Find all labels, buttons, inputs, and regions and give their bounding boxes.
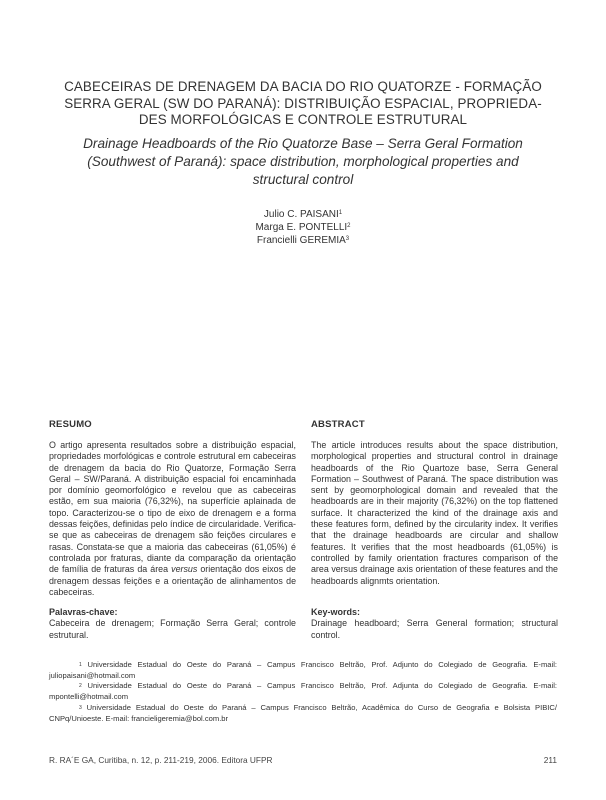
author-name: Julio C. PAISANI [263, 209, 339, 220]
title-en-line: (Southwest of Paraná): space distribution, morphological properties and [87, 154, 519, 169]
abstract-text: The article introduces results about the space distribution, morphological properties and structural control in drainage headboards of the Rio Quartoze base, Serra General Formation – Southwest of Paraná. The space distribution was sent by geomorphological domain and revealed that the headboards are in their majority (76,32%) on the top flattened surface. It characterized the kind of the drainage axis and these features form, defined by the circularity index. It verifies that the drainage headboards are circular and shallow features. It verifies that the most headboards (61,05%) is controlled by family orientation fractures comparison of the area versus drainage axis orientation of these features and the headboards alignmts orientation. [311, 440, 558, 586]
title-pt-line: CABECEIRAS DE DRENAGEM DA BACIA DO RIO QUATORZE - FORMAÇÃO [64, 79, 542, 94]
resumo-heading: RESUMO [49, 419, 92, 430]
footnotes [49, 660, 557, 724]
footnote-text: Universidade Estadual do Oeste do Paraná – Campus Francisco Beltrão, Acadêmica do Curso de Geografia e Bolsista PIBIC/ CNPq/Unioeste. E-mail: francieligeremia@bol.com.br [49, 702, 557, 723]
footnote-mark: 1 [79, 662, 82, 668]
resumo-text: O artigo apresenta resultados sobre a distribuição espacial, propriedades morfológicas e controle estrutural em cabeceiras de drenagem da bacia do Rio Quatorze, Formação Serra Geral – SW/Paraná. A distribuição espacial foi encaminhada por domínio geomorfológico e revelou que as cabeceiras estão, em sua maioria (76,32%), na superfície aplainada de topo. Caracterizou-se o tipo de eixo de drenagem e a forma dessas feições, definidas pelo índice de circularidade. Verifica-se que as cabeceiras de drenagem são feições circulares e rasas. Constata-se que a maioria das cabeceiras (61,05%) é controlada por fraturas, diante da comparação da orientação de família de fraturas da área [49, 440, 296, 575]
title-pt-line: DES MORFOLÓGICAS E CONTROLE ESTRUTURAL [138, 112, 468, 127]
author-footnote-mark: 3 [345, 236, 350, 242]
footnote-mark: 3 [79, 704, 82, 711]
footnote [49, 660, 557, 681]
journal-citation: R. RA´E GA, Curitiba, n. 12, p. 211-219, 2006. Editora UFPR [49, 755, 273, 765]
author-footnote-mark: 2 [347, 223, 351, 229]
author-name: Marga E. PONTELLI [255, 222, 348, 233]
footnote-mark: 2 [79, 683, 82, 690]
author-list [200, 208, 406, 247]
keywords-label: Palavras-chave: [49, 607, 118, 617]
title-en-line: structural control [252, 172, 354, 187]
footnote-text: Universidade Estadual do Oeste do Paraná – Campus Francisco Beltrão, Prof. Adjunta do Colegiado de Geografia. E-mail: mpontelli@hotmail.com [49, 681, 557, 702]
abstract-heading: ABSTRACT [311, 419, 365, 430]
title-portuguese [40, 79, 566, 129]
abstract-keywords [311, 607, 558, 641]
page-footer [49, 755, 557, 765]
resumo-text: orientação dos eixos de drenagem dessas feições e a orientação de alinhamentos de cabeceiras. [49, 564, 296, 597]
author-footnote-mark: 1 [338, 210, 343, 216]
abstract-body [311, 440, 558, 587]
footnote-text: Universidade Estadual do Oeste do Paraná – Campus Francisco Beltrão, Prof. Adjunto do Colegiado de Geografia. E-mail: juliopaisani@hotmail.com [49, 660, 557, 680]
resumo-keywords [49, 607, 296, 641]
resumo-body [49, 440, 296, 598]
footnote [49, 681, 557, 702]
resumo-text-italic: versus [171, 564, 198, 575]
footnote [49, 703, 557, 724]
author [200, 208, 406, 221]
page-number: 211 [543, 755, 557, 765]
author [200, 221, 406, 234]
author [200, 234, 406, 247]
title-pt-line: SERRA GERAL (SW DO PARANÁ): DISTRIBUIÇÃO ESPACIAL, PROPRIEDA- [64, 95, 542, 111]
keywords-text: Cabeceira de drenagem; Formação Serra Geral; controle estrutural. [49, 618, 296, 640]
title-en-line: Drainage Headboards of the Rio Quatorze Base – Serra Geral Formation [83, 136, 523, 151]
keywords-label: Key-words: [311, 607, 361, 617]
keywords-text: Drainage headboard; Serra General formation; structural control. [311, 618, 558, 640]
author-name: Francielli GEREMIA [256, 235, 346, 246]
title-english [40, 135, 566, 189]
